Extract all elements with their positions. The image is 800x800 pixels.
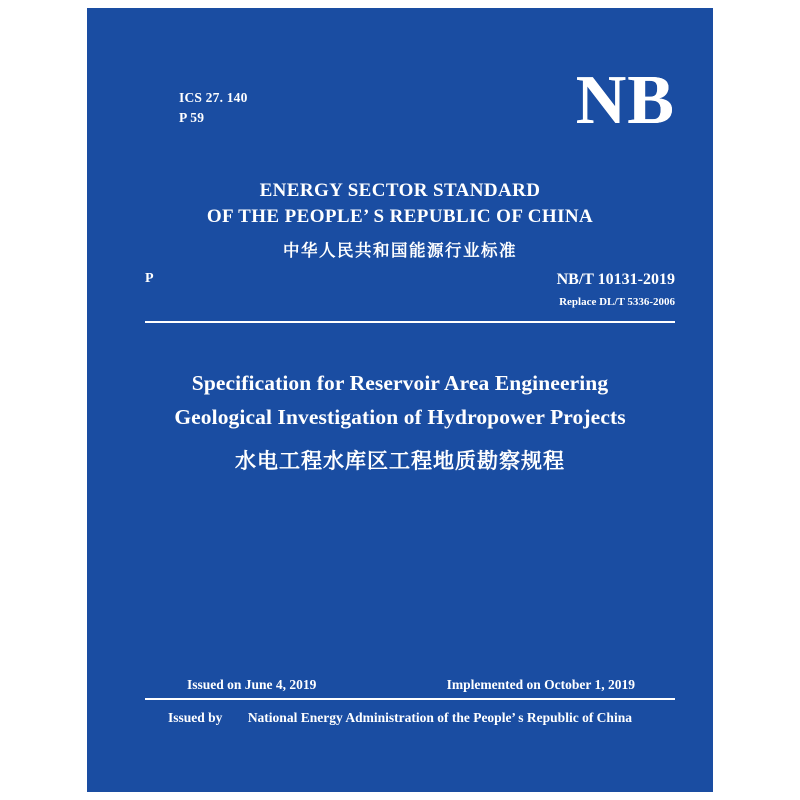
standard-header-chinese: 中华人民共和国能源行业标准 xyxy=(283,241,517,260)
dates-row xyxy=(187,676,635,694)
divider-top xyxy=(145,321,675,323)
ics-number: ICS 27. 140 xyxy=(179,90,248,105)
standard-number-block xyxy=(557,270,675,312)
title-en-line1: Specification for Reservoir Area Engineering xyxy=(191,371,609,395)
issue-date: Issued on June 4, 2019 xyxy=(187,677,317,692)
ics-classification-block xyxy=(179,88,248,128)
standard-header-line1: ENERGY SECTOR STANDARD xyxy=(259,180,541,201)
issued-by-label: Issued by xyxy=(168,710,223,725)
title-en-line2: Geological Investigation of Hydropower Projects xyxy=(174,405,626,429)
classification-code: P 59 xyxy=(179,110,205,125)
issuer-name: National Energy Administration of the People’ s Republic of China xyxy=(247,710,632,725)
standard-code-row xyxy=(145,270,675,312)
standard-cover xyxy=(87,8,713,792)
standard-header-line2: OF THE PEOPLE’ S REPUBLIC OF CHINA xyxy=(206,206,594,227)
replaces-note: Replace DL/T 5336-2006 xyxy=(559,296,675,308)
document-title xyxy=(87,366,713,480)
issuer-row xyxy=(87,708,713,728)
category-letter: P xyxy=(145,271,154,286)
standard-number: NB/T 10131-2019 xyxy=(556,271,675,288)
divider-bottom xyxy=(145,698,675,700)
title-chinese: 水电工程水库区工程地质勘察规程 xyxy=(235,449,565,473)
nb-logo: NB xyxy=(575,62,675,139)
implementation-date: Implemented on October 1, 2019 xyxy=(446,677,635,692)
standard-header xyxy=(87,178,713,266)
